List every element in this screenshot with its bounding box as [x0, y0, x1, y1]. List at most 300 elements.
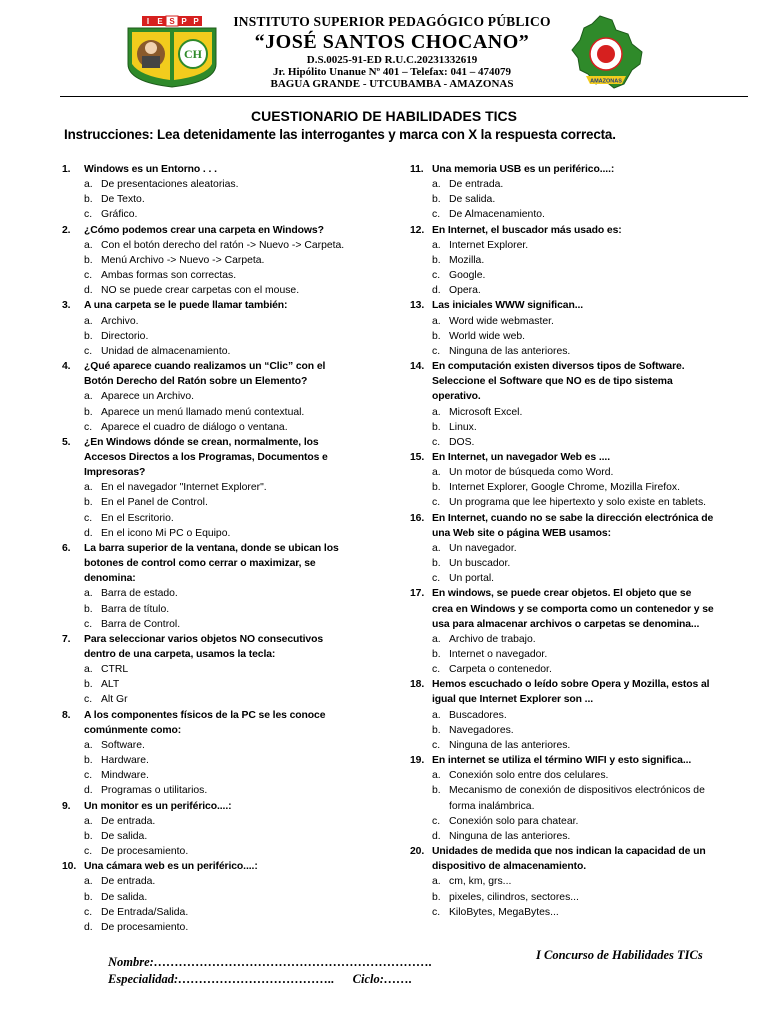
answer-option[interactable]: [410, 253, 714, 268]
option-letter: c.: [432, 906, 441, 918]
answer-option[interactable]: [62, 511, 354, 526]
option-text: Mecanismo de conexión de dispositivos electrónicos de forma inalámbrica.: [449, 785, 705, 812]
option-text: Barra de Control.: [101, 618, 181, 630]
answer-option[interactable]: [62, 768, 354, 783]
answer-option[interactable]: [62, 389, 354, 404]
question-item: [410, 844, 714, 920]
option-letter: a.: [84, 315, 93, 327]
questions-left-column: [62, 162, 354, 935]
question-stem: [62, 359, 354, 389]
option-text: Word wide webmaster.: [449, 315, 554, 327]
option-text: Internet Explorer, Google Chrome, Mozilla Firefox.: [449, 482, 680, 494]
question-number: 9.: [62, 800, 71, 812]
question-stem: [410, 223, 714, 238]
option-text: Navegadores.: [449, 724, 514, 736]
option-letter: a.: [84, 739, 93, 751]
question-stem: [410, 677, 714, 707]
answer-option[interactable]: [62, 283, 354, 298]
question-stem: [410, 359, 714, 404]
option-letter: a.: [84, 876, 93, 888]
option-text: De Texto.: [101, 194, 145, 206]
question-item: [62, 541, 354, 632]
option-letter: c.: [432, 209, 441, 221]
option-letter: a.: [432, 709, 441, 721]
option-text: Archivo.: [101, 315, 139, 327]
option-text: Aparece un Archivo.: [101, 391, 194, 403]
option-letter: d.: [84, 527, 93, 539]
answer-option[interactable]: [62, 344, 354, 359]
question-stem: [410, 511, 714, 541]
question-text: En Internet, cuando no se sabe la dirección electrónica de una Web site o página WEB usamos:: [432, 512, 714, 539]
question-text: La barra superior de la ventana, donde se ubican los botones de control como cerrar o maximizar, se denomina:: [84, 542, 339, 585]
answer-options: [410, 465, 714, 510]
question-number: 18.: [410, 679, 425, 691]
option-text: ALT: [101, 679, 120, 691]
question-item: [62, 359, 354, 435]
answer-option[interactable]: [62, 814, 354, 829]
question-number: 2.: [62, 224, 71, 236]
logo-letter: E: [157, 17, 163, 26]
questions-right-column: [410, 162, 714, 920]
question-item: [410, 753, 714, 844]
option-letter: a.: [432, 876, 441, 888]
question-text: En Internet, el buscador más usado es:: [432, 224, 622, 236]
question-item: [62, 298, 354, 359]
answer-option[interactable]: [410, 768, 714, 783]
question-stem: [410, 586, 714, 631]
answer-option[interactable]: [410, 632, 714, 647]
question-stem: [62, 223, 354, 238]
answer-options: [62, 177, 354, 222]
specialty-field-line: Especialidad:………………………………..: [108, 972, 335, 986]
answer-option[interactable]: [62, 662, 354, 677]
question-number: 16.: [410, 512, 425, 524]
answer-option[interactable]: [410, 207, 714, 222]
answer-option[interactable]: [410, 465, 714, 480]
answer-option[interactable]: [410, 344, 714, 359]
question-stem: [410, 162, 714, 177]
option-text: Alt Gr: [101, 694, 128, 706]
answer-option[interactable]: [62, 874, 354, 889]
option-letter: b.: [84, 603, 93, 615]
question-number: 8.: [62, 709, 71, 721]
answer-option[interactable]: [410, 495, 714, 510]
instructions: Instrucciones: Lea detenidamente las interrogantes y marca con X la respuesta correcta.: [64, 127, 616, 142]
question-stem: [410, 844, 714, 874]
location-line: BAGUA GRANDE - UTCUBAMBA - AMAZONAS: [270, 78, 514, 90]
question-stem: [62, 799, 354, 814]
answer-option[interactable]: [410, 723, 714, 738]
option-text: NO se puede crear carpetas con el mouse.: [101, 285, 300, 297]
institution-name: “JOSÉ SANTOS CHOCANO”: [254, 31, 530, 53]
answer-option[interactable]: [62, 586, 354, 601]
answer-options: [410, 405, 714, 450]
answer-option[interactable]: [410, 238, 714, 253]
option-letter: b.: [432, 785, 441, 797]
answer-options: [62, 586, 354, 631]
answer-option[interactable]: [410, 556, 714, 571]
question-stem: [62, 708, 354, 738]
option-text: En el Escritorio.: [101, 512, 174, 524]
option-text: Internet o navegador.: [449, 649, 548, 660]
question-item: [410, 162, 714, 223]
option-letter: a.: [84, 588, 93, 600]
answer-option[interactable]: [62, 495, 354, 510]
option-letter: b.: [432, 891, 441, 903]
option-text: Aparece el cuadro de diálogo o ventana.: [101, 421, 288, 433]
option-letter: c.: [84, 694, 93, 706]
option-text: pixeles, cilindros, sectores...: [449, 891, 579, 903]
option-text: Unidad de almacenamiento.: [101, 345, 231, 357]
option-text: De salida.: [449, 194, 496, 206]
option-text: World wide web.: [449, 330, 526, 342]
question-number: 12.: [410, 224, 425, 236]
option-text: De Entrada/Salida.: [101, 906, 189, 918]
question-number: 15.: [410, 451, 425, 463]
answer-option[interactable]: [410, 192, 714, 207]
option-text: Un programa que lee hipertexto y solo existe en tablets.: [449, 497, 707, 509]
option-letter: b.: [84, 254, 93, 266]
option-letter: c.: [84, 770, 93, 782]
answer-options: [62, 238, 354, 299]
document-header: [0, 0, 768, 98]
answer-options: [410, 314, 714, 359]
option-letter: c.: [432, 345, 441, 357]
option-text: De salida.: [101, 830, 148, 842]
answer-option[interactable]: [62, 738, 354, 753]
option-text: DOS.: [449, 436, 475, 448]
question-number: 11.: [410, 164, 424, 175]
question-number: 19.: [410, 755, 425, 767]
option-letter: b.: [84, 406, 93, 418]
option-letter: a.: [432, 315, 441, 327]
option-text: Programas o utilitarios.: [101, 785, 208, 797]
option-text: CTRL: [101, 664, 129, 676]
answer-options: [410, 632, 714, 677]
option-text: Ninguna de las anteriores.: [449, 739, 571, 751]
option-letter: b.: [432, 482, 441, 494]
question-text: ¿Qué aparece cuando realizamos un “Clic” con el Botón Derecho del Ratón sobre un Elemento?: [84, 361, 326, 388]
option-letter: b.: [84, 755, 93, 767]
question-item: [62, 162, 354, 223]
question-stem: [410, 753, 714, 768]
option-text: De entrada.: [101, 876, 156, 888]
answer-option[interactable]: [62, 692, 354, 707]
option-text: Menú Archivo -> Nuevo -> Carpeta.: [101, 254, 265, 266]
option-text: De procesamiento.: [101, 921, 189, 933]
option-letter: a.: [432, 179, 441, 191]
answer-options: [410, 874, 714, 919]
answer-option[interactable]: [410, 480, 714, 495]
answer-option[interactable]: [62, 905, 354, 920]
option-letter: d.: [432, 830, 441, 842]
answer-option[interactable]: [410, 890, 714, 905]
question-item: [410, 450, 714, 511]
option-letter: b.: [84, 194, 93, 206]
option-text: Con el botón derecho del ratón -> Nuevo -> Carpeta.: [101, 239, 345, 251]
answer-option[interactable]: [410, 329, 714, 344]
option-text: Directorio.: [101, 330, 149, 342]
answer-option[interactable]: [62, 677, 354, 692]
question-text: A los componentes físicos de la PC se les conoce comúnmente como:: [84, 709, 326, 736]
option-letter: a.: [432, 542, 441, 554]
option-letter: c.: [84, 618, 93, 630]
answer-option[interactable]: [410, 177, 714, 192]
question-item: [62, 708, 354, 799]
question-item: [62, 632, 354, 708]
answer-option[interactable]: [410, 708, 714, 723]
option-letter: a.: [432, 770, 441, 782]
answer-options: [410, 708, 714, 753]
option-text: Conexión solo entre dos celulares.: [449, 770, 609, 782]
option-text: Mozilla.: [449, 254, 485, 266]
option-text: En el icono Mi PC o Equipo.: [101, 527, 231, 539]
answer-option[interactable]: [62, 829, 354, 844]
answer-option[interactable]: [62, 253, 354, 268]
question-text: Unidades de medida que nos indican la capacidad de un dispositivo de almacenamiento.: [432, 846, 706, 873]
question-stem: [62, 859, 354, 874]
question-stem: [410, 450, 714, 465]
option-letter: c.: [432, 573, 441, 585]
option-text: Aparece un menú llamado menú contextual.: [101, 406, 305, 418]
question-number: 13.: [410, 300, 425, 312]
question-item: [410, 223, 714, 299]
option-letter: a.: [84, 482, 93, 494]
question-number: 5.: [62, 436, 71, 448]
logo-letter: P: [181, 17, 187, 26]
option-letter: b.: [432, 421, 441, 433]
option-letter: c.: [432, 436, 441, 448]
page-title: CUESTIONARIO DE HABILIDADES TICS: [250, 108, 517, 124]
option-letter: b.: [432, 194, 441, 206]
answer-option[interactable]: [62, 238, 354, 253]
option-text: Ninguna de las anteriores.: [449, 345, 571, 357]
question-text: En computación existen diversos tipos de Software. Seleccione el Software que NO es de tipo sistema operativo.: [432, 361, 685, 403]
question-item: [410, 677, 714, 753]
answer-options: [62, 314, 354, 359]
answer-option[interactable]: [62, 844, 354, 859]
question-item: [410, 298, 714, 359]
question-text: Las iniciales WWW significan...: [432, 300, 584, 312]
amazonas-map-logo-icon: [560, 14, 652, 90]
answer-option[interactable]: [62, 753, 354, 768]
answer-option[interactable]: [410, 783, 714, 813]
answer-option[interactable]: [62, 420, 354, 435]
option-letter: c.: [432, 664, 441, 676]
answer-option[interactable]: [410, 420, 714, 435]
option-letter: c.: [84, 345, 93, 357]
answer-option[interactable]: [62, 192, 354, 207]
option-text: Gráfico.: [101, 209, 138, 221]
question-number: 7.: [62, 633, 71, 645]
svg-text:CH: CH: [184, 47, 202, 61]
answer-option[interactable]: [410, 435, 714, 450]
option-text: cm, km, grs...: [449, 876, 512, 888]
option-letter: d.: [84, 921, 93, 933]
logo-label: AMAZONAS: [590, 78, 622, 85]
option-text: Microsoft Excel.: [449, 406, 523, 418]
option-letter: c.: [84, 512, 93, 524]
institute-logo-icon: [120, 14, 224, 88]
question-number: 4.: [62, 361, 71, 373]
option-text: Archivo de trabajo.: [449, 633, 536, 645]
answer-options: [410, 238, 714, 299]
question-stem: [62, 435, 354, 480]
answer-option[interactable]: [62, 602, 354, 617]
question-text: ¿En Windows dónde se crean, normalmente, los Accesos Directos a los Programas, Documentos e Impresoras?: [84, 436, 328, 479]
option-letter: b.: [432, 724, 441, 736]
answer-options: [410, 177, 714, 222]
option-text: Ninguna de las anteriores.: [449, 830, 571, 842]
option-text: De salida.: [101, 891, 148, 903]
answer-option[interactable]: [410, 874, 714, 889]
option-letter: a.: [84, 815, 93, 827]
question-item: [410, 511, 714, 587]
header-divider: [60, 96, 748, 97]
student-info: [108, 954, 432, 988]
institution-block: [220, 14, 564, 90]
option-text: De entrada.: [449, 179, 504, 191]
option-letter: b.: [84, 891, 93, 903]
answer-option[interactable]: [62, 405, 354, 420]
answer-option[interactable]: [410, 571, 714, 586]
answer-option[interactable]: [62, 207, 354, 222]
option-letter: b.: [84, 497, 93, 509]
answer-option[interactable]: [62, 526, 354, 541]
question-text: En internet se utiliza el término WIFI y esto significa...: [432, 755, 692, 767]
question-text: Hemos escuchado o leído sobre Opera y Mozilla, estos al igual que Internet Explorer son ...: [432, 679, 710, 706]
question-item: [410, 586, 714, 677]
answer-option[interactable]: [410, 283, 714, 298]
answer-option[interactable]: [62, 890, 354, 905]
answer-option[interactable]: [62, 783, 354, 798]
logo-letter: I: [146, 17, 150, 26]
answer-option[interactable]: [410, 662, 714, 677]
answer-option[interactable]: [410, 541, 714, 556]
answer-option[interactable]: [410, 738, 714, 753]
answer-option[interactable]: [62, 177, 354, 192]
option-text: Hardware.: [101, 755, 149, 767]
option-text: De presentaciones aleatorias.: [101, 179, 239, 191]
answer-option[interactable]: [410, 905, 714, 920]
option-text: Barra de estado.: [101, 588, 178, 600]
question-text: ¿Cómo podemos crear una carpeta en Windows?: [84, 224, 324, 236]
option-letter: c.: [432, 270, 441, 282]
answer-option[interactable]: [62, 920, 354, 935]
question-number: 3.: [62, 300, 71, 312]
question-stem: [62, 162, 354, 177]
option-letter: a.: [432, 633, 441, 645]
option-text: Buscadores.: [449, 709, 507, 721]
question-text: Para seleccionar varios objetos NO consecutivos dentro de una carpeta, usamos la tecla:: [84, 633, 324, 660]
option-letter: c.: [432, 739, 441, 751]
answer-options: [410, 768, 714, 844]
answer-option[interactable]: [62, 617, 354, 632]
option-letter: c.: [84, 209, 93, 221]
answer-options: [62, 480, 354, 541]
option-letter: c.: [432, 815, 441, 827]
question-item: [62, 799, 354, 860]
answer-option[interactable]: [410, 814, 714, 829]
option-text: Google.: [449, 270, 486, 282]
question-text: Una cámara web es un periférico....:: [84, 861, 258, 873]
option-letter: b.: [84, 679, 93, 691]
name-field-line: Nombre:………………………………………………………….: [108, 955, 432, 969]
question-item: [62, 223, 354, 299]
answer-option[interactable]: [410, 268, 714, 283]
question-text: Una memoria USB es un periférico....:: [432, 164, 615, 175]
cycle-field-line: Ciclo:…….: [352, 972, 413, 986]
option-letter: a.: [432, 467, 441, 479]
question-number: 20.: [410, 846, 425, 858]
option-letter: a.: [84, 664, 93, 676]
option-text: De entrada.: [101, 815, 156, 827]
answer-option[interactable]: [62, 480, 354, 495]
question-stem: [410, 298, 714, 313]
answer-option[interactable]: [410, 829, 714, 844]
question-number: 6.: [62, 542, 71, 554]
option-letter: a.: [84, 239, 93, 251]
option-letter: d.: [432, 285, 441, 297]
option-text: Un motor de búsqueda como Word.: [449, 467, 614, 479]
option-text: Un portal.: [449, 573, 495, 585]
answer-options: [62, 874, 354, 935]
contest-label: I Concurso de Habilidades TICs: [536, 948, 703, 962]
answer-options: [62, 662, 354, 707]
question-text: En windows, se puede crear objetos. El objeto que se crea en Windows y se comporta como un contenedor y se usa para almacenar archivos o carpetas se denomina...: [432, 588, 714, 630]
logo-letter: S: [169, 17, 175, 26]
option-letter: b.: [432, 649, 441, 660]
answer-option[interactable]: [410, 405, 714, 420]
answer-option[interactable]: [410, 647, 714, 662]
answer-options: [62, 738, 354, 799]
option-letter: c.: [84, 421, 93, 433]
institution-line1: INSTITUTO SUPERIOR PEDAGÓGICO PÚBLICO: [233, 14, 551, 29]
option-text: De Almacenamiento.: [449, 209, 545, 221]
answer-option[interactable]: [62, 268, 354, 283]
option-text: De procesamiento.: [101, 846, 189, 858]
option-text: Mindware.: [101, 770, 149, 782]
option-letter: b.: [84, 330, 93, 342]
answer-option[interactable]: [410, 314, 714, 329]
option-text: Internet Explorer.: [449, 239, 529, 251]
logo-letter: P: [193, 17, 199, 26]
option-text: En el navegador "Internet Explorer".: [101, 482, 267, 494]
option-text: Barra de título.: [101, 603, 170, 615]
question-item: [62, 859, 354, 935]
option-letter: c.: [84, 906, 93, 918]
question-text: En Internet, un navegador Web es ....: [432, 451, 610, 463]
option-letter: c.: [84, 846, 93, 858]
answer-option[interactable]: [62, 314, 354, 329]
question-stem: [62, 632, 354, 662]
address-line: Jr. Hipólito Unanue Nº 401 – Telefax: 041 – 474079: [273, 66, 511, 78]
question-stem: [62, 298, 354, 313]
option-text: Opera.: [449, 285, 481, 297]
option-letter: b.: [84, 830, 93, 842]
option-letter: a.: [84, 391, 93, 403]
question-number: 14.: [410, 361, 425, 373]
option-letter: c.: [432, 497, 441, 509]
option-letter: d.: [84, 785, 93, 797]
question-text: Un monitor es un periférico....:: [84, 800, 232, 812]
answer-options: [62, 814, 354, 859]
option-letter: a.: [84, 179, 93, 191]
option-text: Software.: [101, 739, 145, 751]
option-letter: b.: [432, 254, 441, 266]
option-text: Un navegador.: [449, 542, 517, 554]
answer-option[interactable]: [62, 329, 354, 344]
